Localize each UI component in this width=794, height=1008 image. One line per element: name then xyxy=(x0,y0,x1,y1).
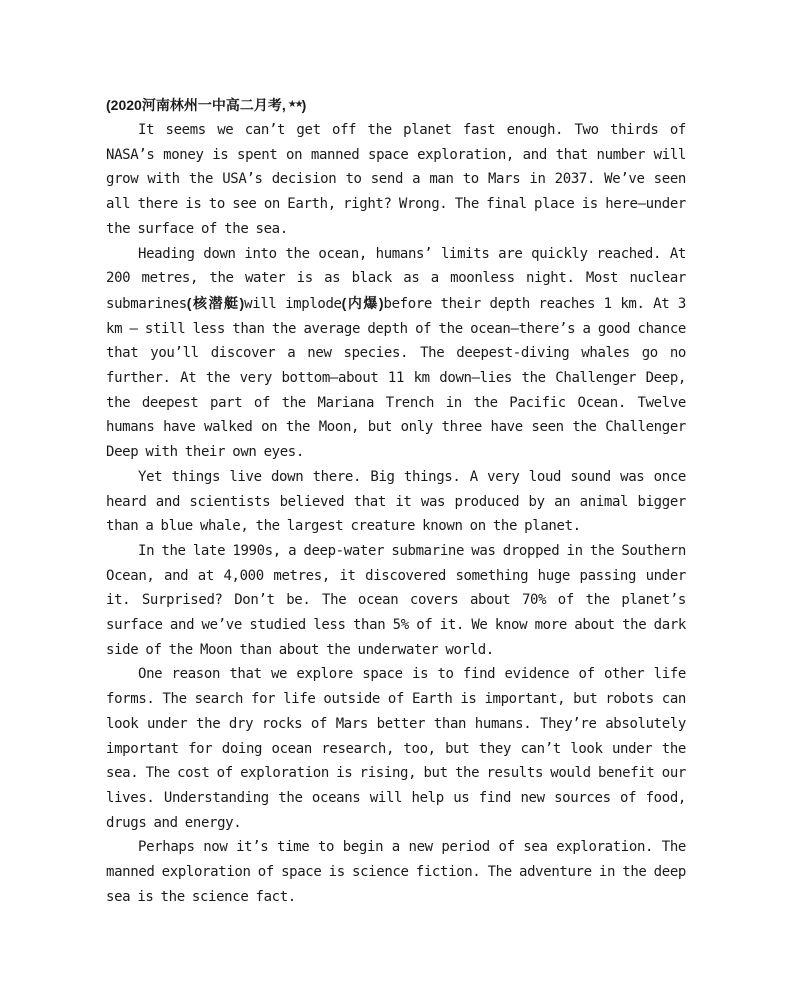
annotation-implode: (内爆) xyxy=(341,294,384,311)
source-label: 2020河南林州一中高二月考, xyxy=(110,97,286,113)
paragraph-2-part-a: Heading down into the ocean, humans’ limits are quickly reached. At 200 metres, the water is as black as a moonless night. Most nuclear submarines xyxy=(106,245,686,312)
paragraph-2-part-c: before their depth reaches 1 km. At 3 km — still less than the average depth of the ocean—there’s a good chance that you’ll discover a new species. The deepest-diving whales go no further. At the very bottom—about 11 km down—lies the Challenger Deep, the deepest part of the Mariana Trench in the Pacific Ocean. Twelve humans have walked on the Moon, but only three have seen the Challenger Deep with their own eyes. xyxy=(106,295,686,461)
document-page xyxy=(106,92,686,910)
paragraph-1: It seems we can’t get off the planet fast enough. Two thirds of NASA’s money is spent on manned space exploration, and that number will grow with the USA’s decision to send a man to Mars in 2037. We’ve seen all there is to see on Earth, right? Wrong. The final place is here—under the surface of the sea. xyxy=(106,122,686,237)
source-open-paren: ( xyxy=(106,97,111,113)
paragraph-6: Perhaps now it’s time to begin a new period of sea exploration. The manned exploration of space is science fiction. The adventure in the deep sea is the science fact. xyxy=(106,839,686,905)
paragraph-5: One reason that we explore space is to find evidence of other life forms. The search for life outside of Earth is important, but robots can look under the dry rocks of Mars better than humans. They’re absolutely important for doing ocean research, too, but they can’t look under the sea. The cost of exploration is rising, but the results would benefit our lives. Understanding the oceans will help us find new sources of food, drugs and energy. xyxy=(106,666,686,831)
paragraph-3: Yet things live down there. Big things. A very loud sound was once heard and scientists believed that it was produced by an animal bigger than a blue whale, the largest creature known on the planet. xyxy=(106,468,686,535)
annotation-nuclear-submarine: (核潜艇) xyxy=(186,294,245,311)
source-close-paren: ) xyxy=(301,97,307,113)
difficulty-stars-icon: ★★ xyxy=(287,99,302,110)
source-header xyxy=(106,92,686,118)
paragraph-4: In the late 1990s, a deep-water submarine was dropped in the Southern Ocean, and at 4,000 metres, it discovered something huge passing under it. Surprised? Don’t be. The ocean covers about 70% of the planet’s surface and we’ve studied less than 5% of it. We know more about the dark side of the Moon than about the underwater world. xyxy=(106,542,686,658)
paragraph-2-part-b: will implode xyxy=(244,295,342,312)
paragraph-2 xyxy=(106,242,686,465)
